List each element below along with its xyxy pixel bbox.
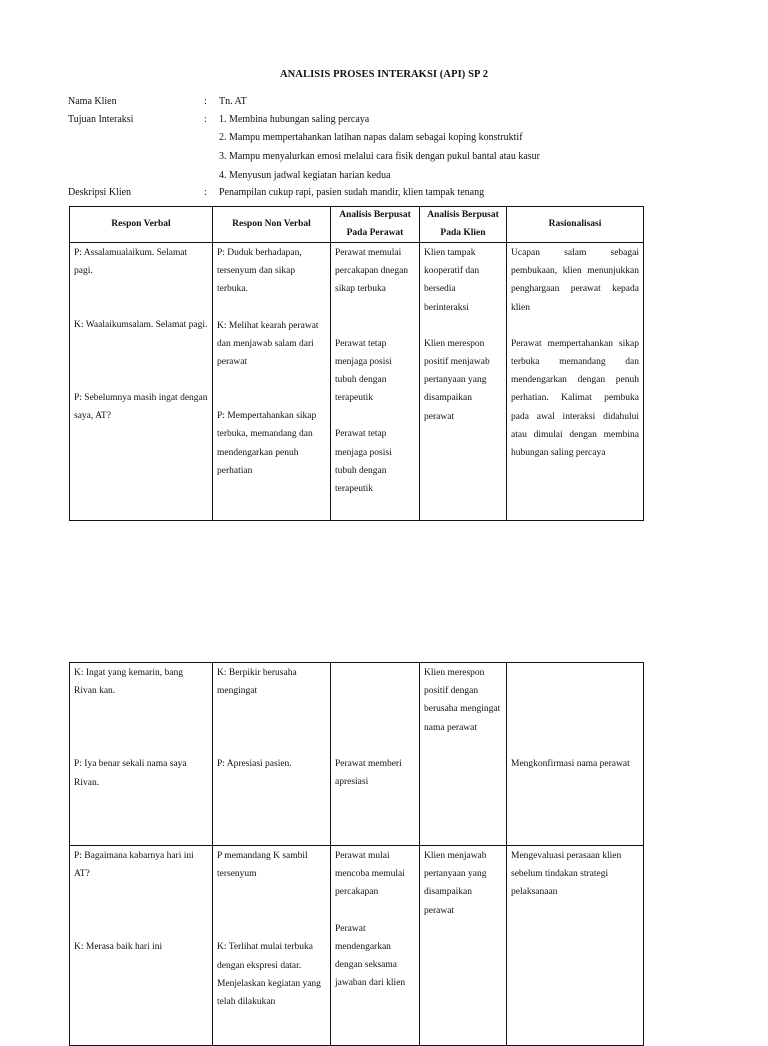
nonverbal-text: P: Apresiasi pasien. [217,759,292,770]
tujuan-item-2: 2. Mampu mempertahankan latihan napas dalam sebagai koping konstruktif [219,132,523,143]
nama-klien-label: Nama Klien [68,96,117,107]
nama-klien-value: Tn. AT [219,96,247,107]
cell-respon-verbal [70,846,213,1046]
klien-text: Klien tampak kooperatif dan bersedia berinteraksi [424,248,480,313]
header-rasionalisasi: Rasionalisasi [507,207,644,243]
colon: : [204,114,207,125]
perawat-text: Perawat mulai mencoba memulai percakapan [335,851,405,898]
header-respon-non-verbal: Respon Non Verbal [213,207,331,243]
cell-rasionalisasi [507,243,644,521]
nonverbal-text: K: Terlihat mulai terbuka dengan ekspresi datar. Menjelaskan kegiatan yang telah dilakukan [217,942,321,1008]
rasional-text: Mengkonfirmasi nama perawat [511,759,630,769]
document-title: ANALISIS PROSES INTERAKSI (API) SP 2 [279,69,489,80]
table-row [70,243,644,521]
rasional-text: Ucapan salam sebagai pembukaan, klien menunjukkan penghargaan perawat kepada klien [511,248,639,313]
tujuan-interaksi-label: Tujuan Interaksi [68,114,134,125]
perawat-text: Perawat memulai percakapan dnegan sikap terbuka [335,248,409,295]
cell-respon-non-verbal [213,663,331,846]
verbal-text: P: Iya benar sekali nama saya Rivan. [74,759,187,788]
nonverbal-text: P: Duduk berhadapan, tersenyum dan sikap terbuka. [217,248,302,295]
colon: : [204,96,207,107]
header-analisis-klien: Analisis Berpusat Pada Klien [420,207,507,243]
perawat-text: Perawat tetap menjaga posisi tubuh dengan terapeutik [335,429,392,495]
nonverbal-text: K: Berpikir berusaha mengingat [217,668,297,697]
verbal-text: P: Assalamualaikum. Selamat pagi. [74,248,188,277]
perawat-text: Perawat mendengarkan dengan seksama jawaban dari klien [335,923,406,989]
deskripsi-klien-label: Deskripsi Klien [68,187,132,198]
cell-analisis-klien [420,846,507,1046]
table-header-row [70,207,644,243]
nonverbal-text: K: Melihat kearah perawat dan menjawab salam dari perawat [217,320,319,368]
cell-analisis-klien [420,243,507,521]
tujuan-item-3: 3. Mampu menyalurkan emosi melalui cara fisik dengan pukul bantal atau kasur [219,151,541,162]
cell-rasionalisasi [507,846,644,1046]
klien-text: Klien menjawab pertanyaan yang disampaikan perawat [424,851,487,916]
header-analisis-perawat: Analisis Berpusat Pada Perawat [331,207,420,243]
nonverbal-text: P memandang K sambil tersenyum [217,851,308,880]
verbal-text: P: Sebelumnya masih ingat dengan saya, AT? [74,392,208,421]
api-table-1 [69,206,644,521]
header-respon-verbal: Respon Verbal [70,207,213,243]
api-table-2 [69,662,644,1046]
klien-text: Klien merespon positif menjawab pertanyaan yang disampaikan perawat [424,338,490,422]
verbal-text: P: Bagaimana kabarnya hari ini AT? [74,851,194,880]
perawat-text: Perawat memberi apresiasi [335,759,402,788]
perawat-text: Perawat tetap menjaga posisi tubuh dengan terapeutik [335,338,392,404]
cell-analisis-perawat [331,243,420,521]
verbal-text: K: Ingat yang kemarin, bang Rivan kan. [74,668,183,697]
verbal-text: K: Waalaikumsalam. Selamat pagi. [74,320,208,331]
cell-rasionalisasi [507,663,644,846]
cell-respon-non-verbal [213,846,331,1046]
rasional-text: Perawat mempertahankan sikap terbuka memandang dan mendengarkan dengan penuh perhatian. Kalimat pembuka pada awal interaksi didahului atau dimulai dengan membina hubungan saling percaya [511,338,639,459]
table-row [70,846,644,1046]
rasional-text: Mengevaluasi perasaan klien sebelum tindakan strategi pelaksanaan [511,851,622,898]
klien-text: Klien merespon positif dengan berusaha mengingat nama perawat [424,668,501,733]
tujuan-item-1: 1. Membina hubungan saling percaya [219,114,370,125]
verbal-text: K: Merasa baik hari ini [74,942,163,953]
cell-analisis-perawat [331,663,420,846]
cell-analisis-klien [420,663,507,846]
tujuan-item-4: 4. Menyusun jadwal kegiatan harian kedua [219,170,391,181]
deskripsi-klien-value: Penampilan cukup rapi, pasien sudah mandir, klien tampak tenang [219,187,485,198]
cell-analisis-perawat [331,846,420,1046]
nonverbal-text: P: Mempertahankan sikap terbuka, memandang dan mendengarkan penuh perhatian [217,411,317,476]
cell-respon-verbal [70,243,213,521]
table-row [70,663,644,846]
cell-respon-non-verbal [213,243,331,521]
colon: : [204,187,207,198]
cell-respon-verbal [70,663,213,846]
